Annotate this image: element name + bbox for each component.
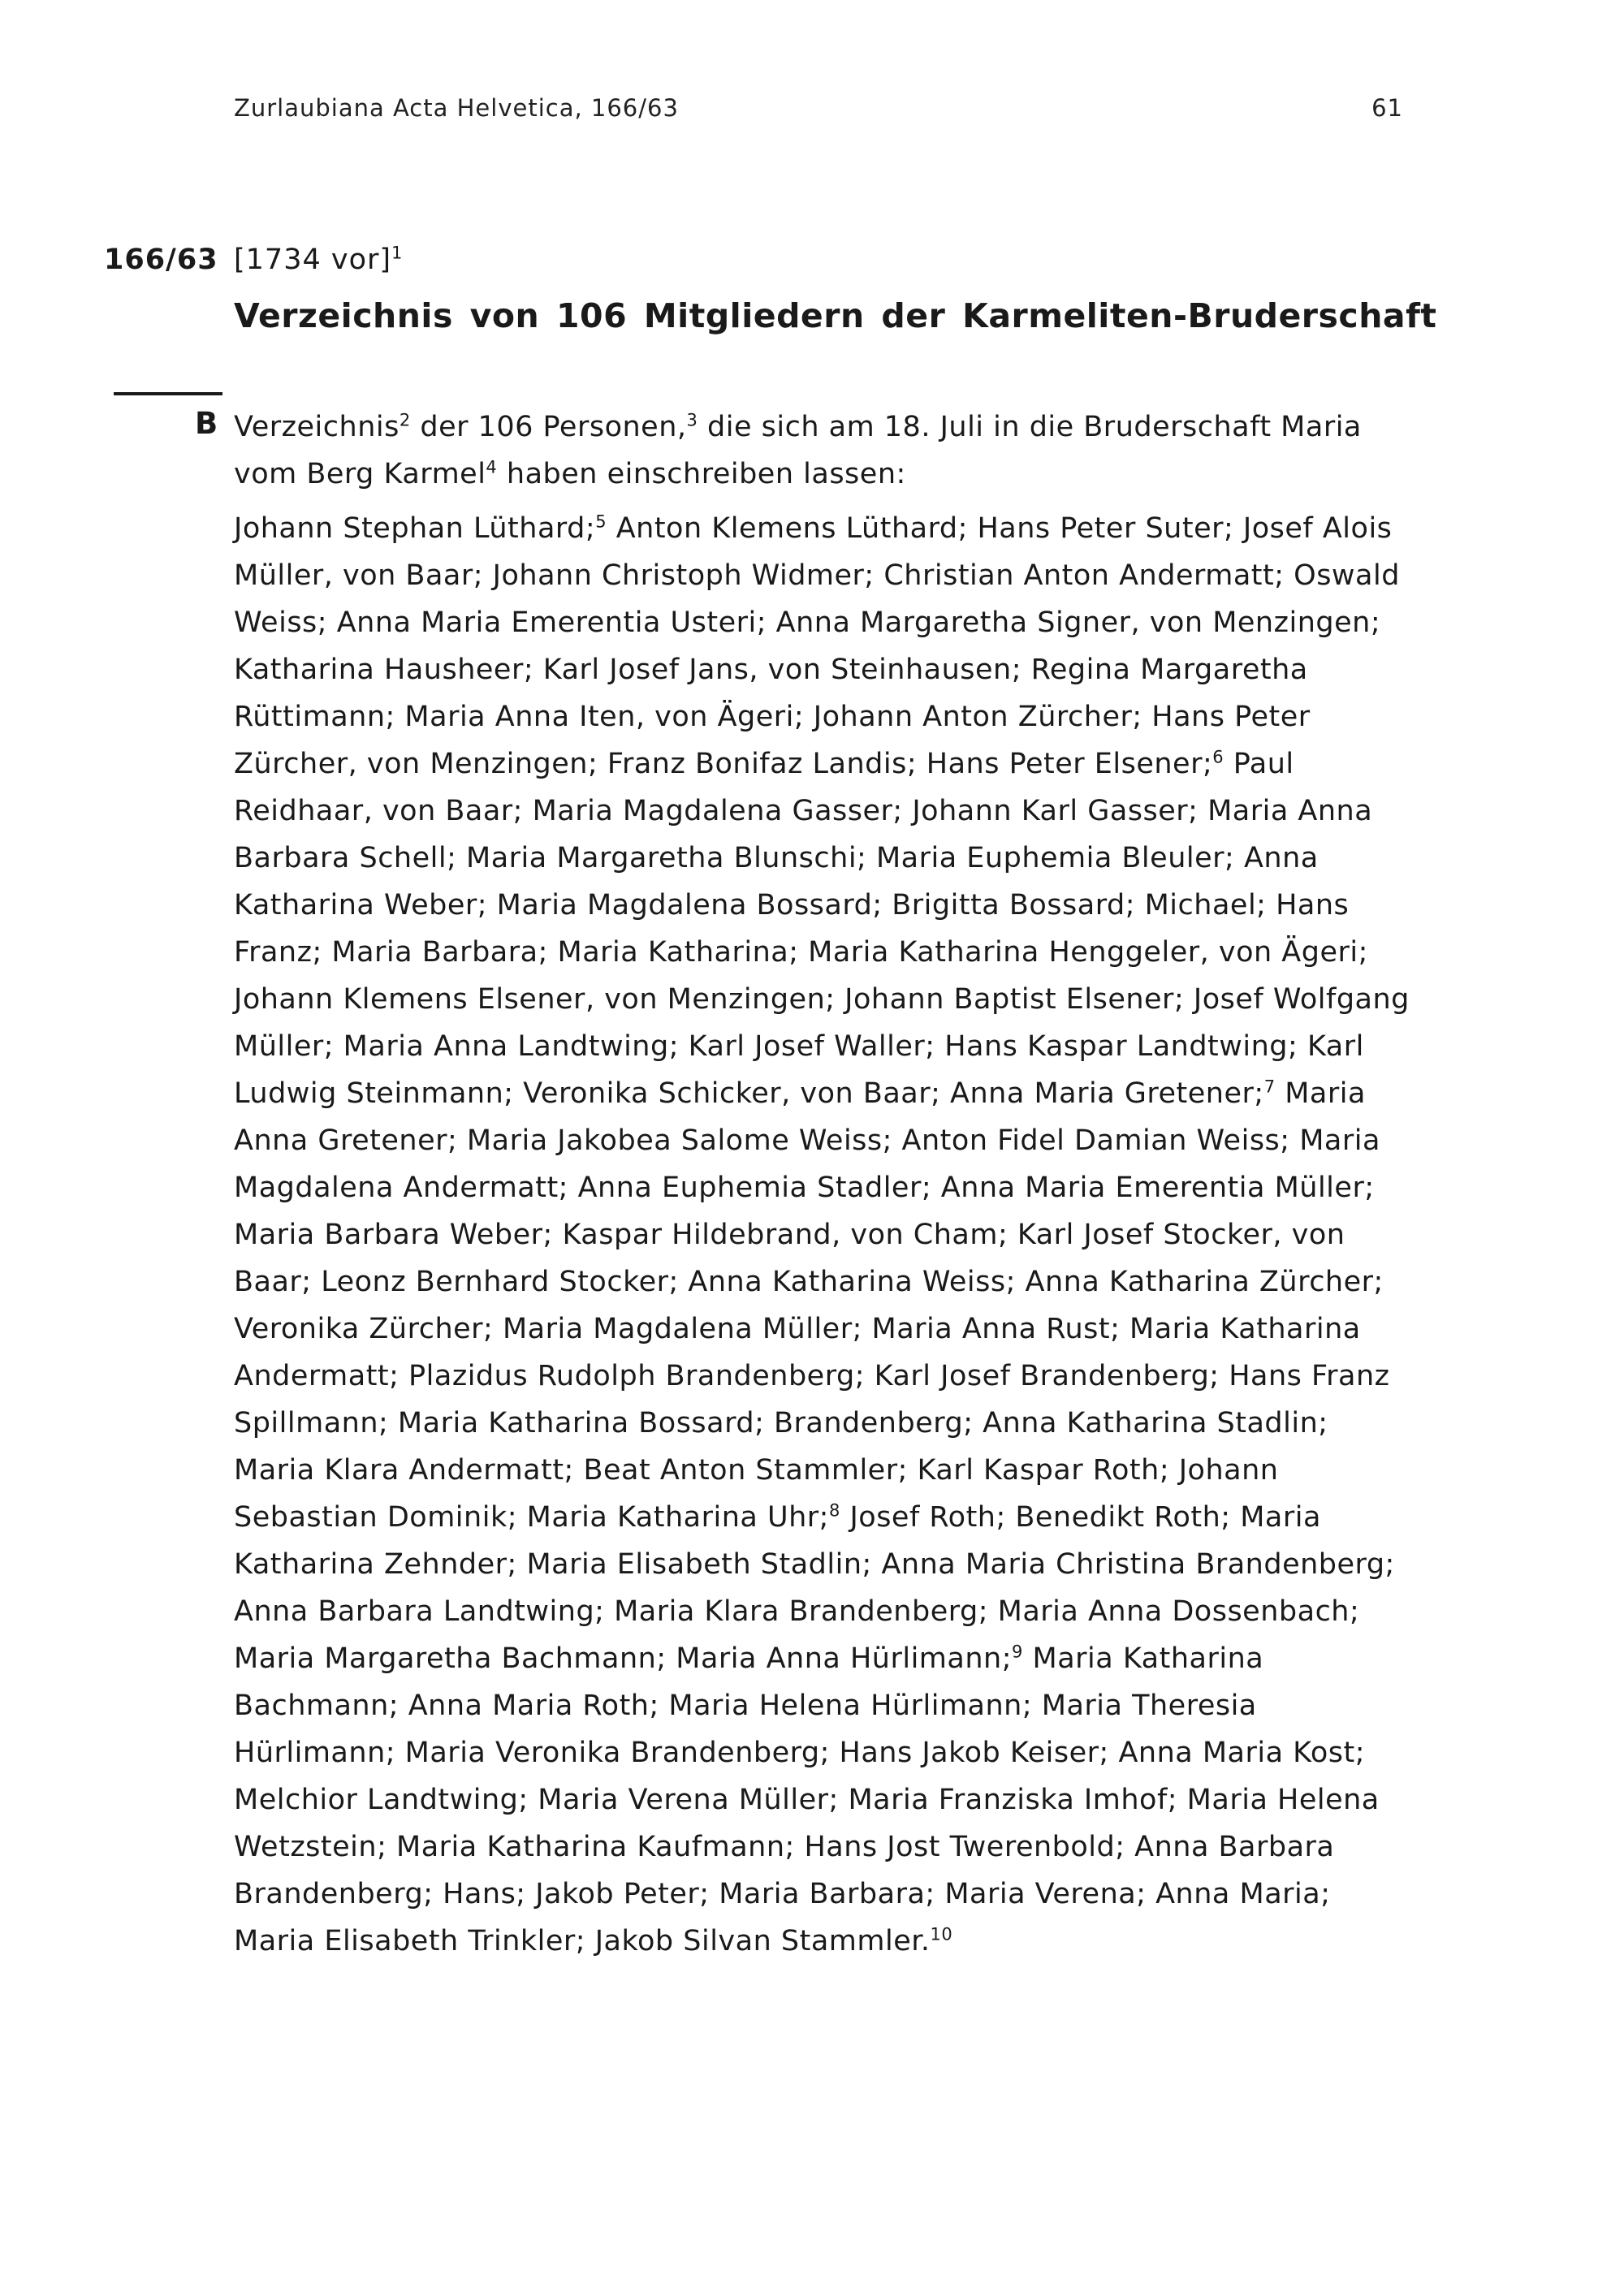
- intro-text-2: der 106 Personen,: [410, 411, 687, 443]
- names-paragraph: [234, 505, 1411, 1965]
- document-date: [1734 vor]: [234, 244, 392, 276]
- running-head: [234, 94, 1403, 122]
- document-title: Verzeichnis von 106 Mitgliedern der Karmeliten-Bruderschaft: [234, 296, 1437, 335]
- footnote-ref-9: 9: [1012, 1642, 1023, 1662]
- footnote-ref-2: 2: [399, 410, 411, 430]
- intro-text-3: die sich am 18. Juli in die Bruderschaft Maria vom Berg Karmel: [234, 411, 1362, 490]
- footnote-ref-6: 6: [1212, 747, 1224, 767]
- footnote-ref-10: 10: [930, 1924, 953, 1944]
- page-number: 61: [1371, 94, 1403, 122]
- intro-paragraph: [234, 404, 1411, 498]
- names-text-2: Anton Klemens Lüthard; Hans Peter Suter; Josef Alois Müller, von Baar; Johann Christoph Widmer; Christian Anton Andermatt; Oswald Weiss; Anna Maria Emerentia Usteri; Anna Margaretha Signer, von Menzingen; Katharina Hausheer; Karl Josef Jans, von Steinhausen; Regina Margaretha Rüttimann; Maria Anna Iten, von Ägeri; Johann Anton Zürcher; Hans Peter Zürcher, von Menzingen; Franz Bonifaz Landis; Hans Peter Elsener;: [234, 512, 1400, 780]
- names-text-1: Johann Stephan Lüthard;: [234, 512, 596, 545]
- footnote-ref-1: 1: [391, 243, 404, 263]
- names-text-5: Josef Roth; Benedikt Roth; Maria Katharina Zehnder; Maria Elisabeth Stadlin; Anna Maria Christina Brandenberg; Anna Barbara Landtwing; Maria Klara Brandenberg; Maria Anna Dossenbach; Maria Margaretha Bachmann; Maria Anna Hürlimann;: [234, 1501, 1395, 1675]
- intro-text-1: Verzeichnis: [234, 411, 400, 443]
- footnote-ref-7: 7: [1263, 1077, 1276, 1097]
- date-line: [234, 244, 403, 276]
- intro-text-4: haben einschreiben lassen:: [497, 458, 906, 490]
- running-title: Zurlaubiana Acta Helvetica, 166/63: [234, 94, 679, 122]
- names-text-3: Paul Reidhaar, von Baar; Maria Magdalena Gasser; Johann Karl Gasser; Maria Anna Barbara Schell; Maria Margaretha Blunschi; Maria Euphemia Bleuler; Anna Katharina Weber; Maria Magdalena Bossard; Brigitta Bossard; Michael; Hans Franz; Maria Barbara; Maria Katharina; Maria Katharina Henggeler, von Ägeri; Johann Klemens Elsener, von Menzingen; Johann Baptist Elsener; Josef Wolfgang Müller; Maria Anna Landtwing; Karl Josef Waller; Hans Kaspar Landtwing; Karl Ludwig Steinmann; Veronika Schicker, von Baar; Anna Maria Gretener;: [234, 748, 1410, 1110]
- margin-rule: [114, 392, 222, 395]
- footnote-ref-4: 4: [486, 457, 498, 477]
- names-text-6: Maria Katharina Bachmann; Anna Maria Roth; Maria Helena Hürlimann; Maria Theresia Hürlimann; Maria Veronika Brandenberg; Hans Jakob Keiser; Anna Maria Kost; Melchior Landtwing; Maria Verena Müller; Maria Franziska Imhof; Maria Helena Wetzstein; Maria Katharina Kaufmann; Hans Jost Twerenbold; Anna Barbara Brandenberg; Hans; Jakob Peter; Maria Barbara; Maria Verena; Anna Maria; Maria Elisabeth Trinkler; Jakob Silvan Stammler.: [234, 1642, 1380, 1957]
- footnote-ref-3: 3: [686, 410, 698, 430]
- footnote-ref-8: 8: [828, 1500, 840, 1521]
- names-text-4: Maria Anna Gretener; Maria Jakobea Salome Weiss; Anton Fidel Damian Weiss; Maria Magdalena Andermatt; Anna Euphemia Stadler; Anna Maria Emerentia Müller; Maria Barbara Weber; Kaspar Hildebrand, von Cham; Karl Josef Stocker, von Baar; Leonz Bernhard Stocker; Anna Katharina Weiss; Anna Katharina Zürcher; Veronika Zürcher; Maria Magdalena Müller; Maria Anna Rust; Maria Katharina Andermatt; Plazidus Rudolph Brandenberg; Karl Josef Brandenberg; Hans Franz Spillmann; Maria Katharina Bossard; Brandenberg; Anna Katharina Stadlin; Maria Klara Andermatt; Beat Anton Stammler; Karl Kaspar Roth; Johann Sebastian Dominik; Maria Katharina Uhr;: [234, 1077, 1390, 1534]
- footnote-ref-5: 5: [595, 511, 607, 532]
- source-mark: B: [195, 406, 218, 441]
- document-number: 166/63: [104, 244, 218, 276]
